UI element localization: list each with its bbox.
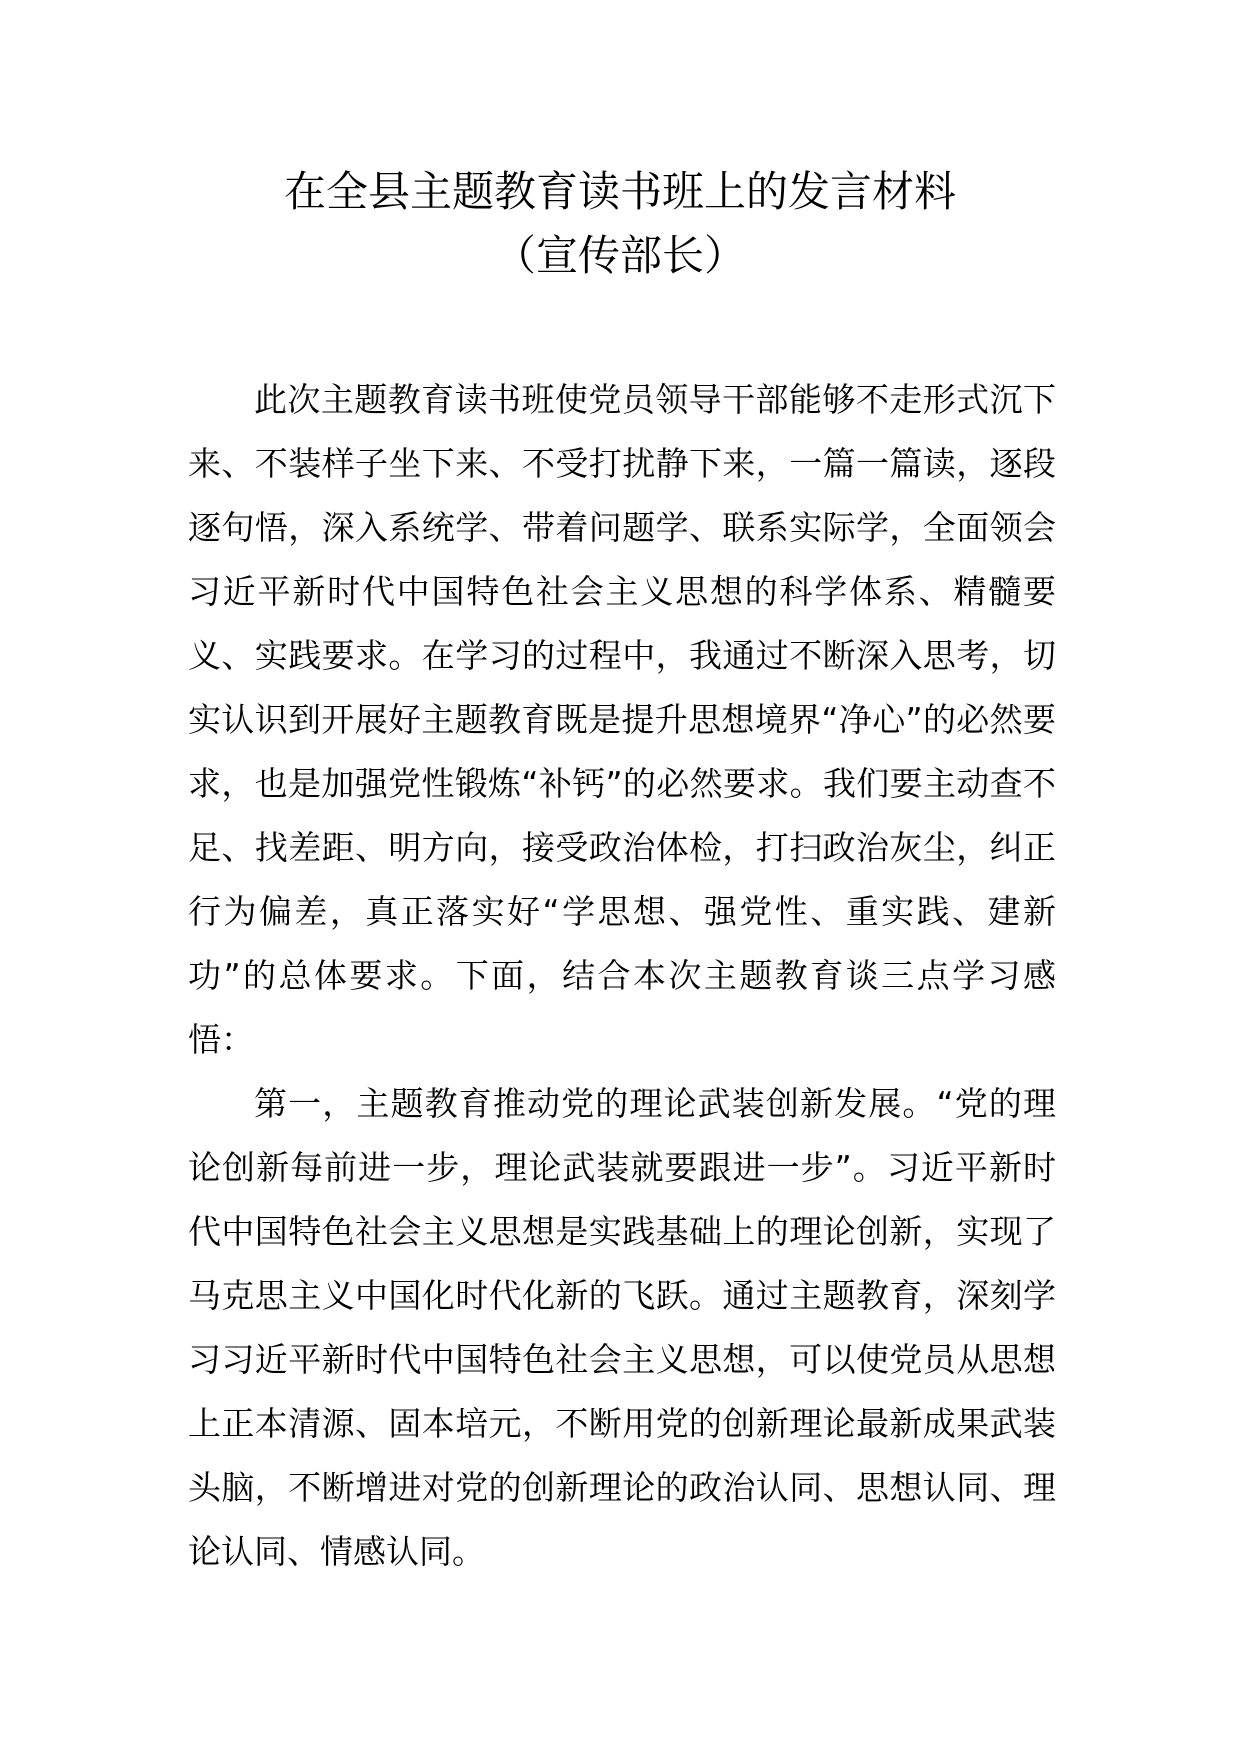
paragraph: 第一，主题教育推动党的理论武装创新发展。“党的理论创新每前进一步，理论武装就要跟进一步”。习近平新时代中国特色社会主义思想是实践基础上的理论创新，实现了马克思主义中国化时代化新的飞跃。通过主题教育，深刻学习习近平新时代中国特色社会主义思想，可以使党员从思想上正本清源、固本培元，不断用党的创新理论最新成果武装头脑，不断增进对党的创新理论的政治认同、思想认同、理论认同、情感认同。 [188,1084,1056,1571]
document-body [188,368,1056,1584]
title-block [0,160,1240,288]
document-title: 在全县主题教育读书班上的发言材料 [283,167,956,216]
paragraph: 此次主题教育读书班使党员领导干部能够不走形式沉下来、不装样子坐下来、不受打扰静下来，一篇一篇读，逐段逐句悟，深入系统学、带着问题学、联系实际学，全面领会习近平新时代中国特色社会主义思想的科学体系、精髓要义、实践要求。在学习的过程中，我通过不断深入思考，切实认识到开展好主题教育既是提升思想境界“净心”的必然要求，也是加强党性锻炼“补钙”的必然要求。我们要主动查不足、找差距、明方向，接受政治体检，打扫政治灰尘，纠正行为偏差，真正落实好“学思想、强党性、重实践、建新功”的总体要求。下面，结合本次主题教育谈三点学习感悟： [188,380,1056,1059]
document-subtitle: （宣传部长） [493,231,746,280]
